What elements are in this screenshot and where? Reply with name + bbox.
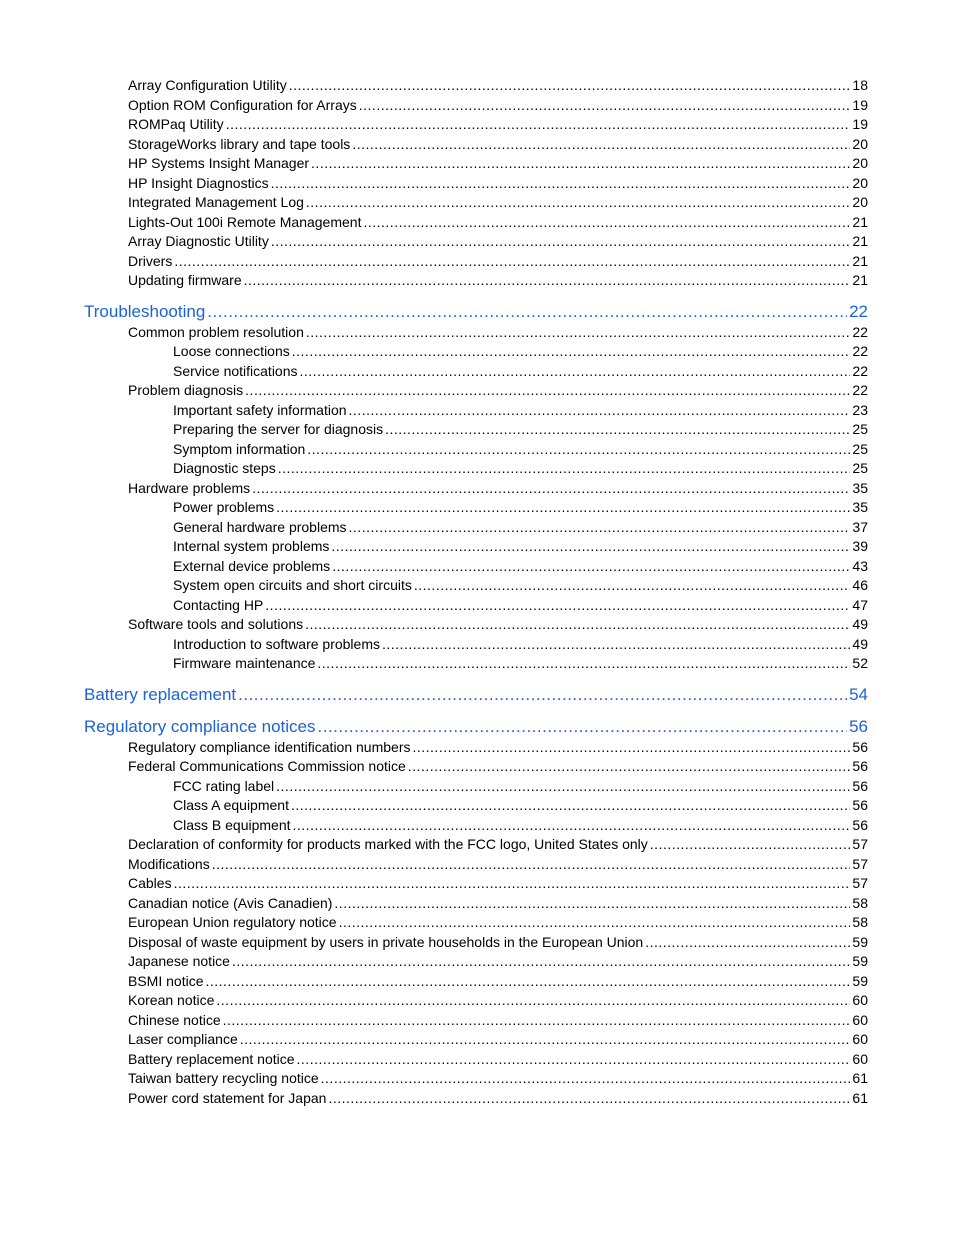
toc-entry-link[interactable]: [173, 362, 868, 380]
toc-page-number: 23: [852, 401, 868, 418]
toc-entry-link[interactable]: [128, 323, 868, 341]
toc-entry-title: Contacting HP: [173, 596, 264, 613]
dot-leader: [293, 816, 851, 834]
toc-entry-link[interactable]: [128, 757, 868, 775]
dot-leader: [205, 972, 850, 990]
toc-entry-title: Hardware problems: [128, 479, 251, 496]
dot-leader: [278, 459, 851, 477]
toc-entry-link[interactable]: [128, 913, 868, 931]
toc-entry-title: Array Configuration Utility: [128, 77, 287, 93]
dot-leader: [207, 301, 847, 323]
toc-entry-link[interactable]: [128, 835, 868, 853]
dot-leader: [300, 362, 851, 380]
toc-page-number: 18: [852, 77, 868, 93]
dot-leader: [318, 716, 848, 738]
toc-entry-title: Option ROM Configuration for Arrays: [128, 96, 357, 113]
toc-page-number: 56: [852, 738, 868, 755]
toc-entry-link[interactable]: [173, 654, 868, 672]
toc-entry-title: Korean notice: [128, 992, 215, 1008]
toc-page-number: 22: [849, 301, 868, 321]
toc-page-number: 57: [852, 875, 868, 891]
toc-entry-link[interactable]: [128, 174, 868, 192]
toc-page-number: 49: [852, 616, 868, 632]
toc-entry-title: Disposal of waste equipment by users in private households in the European Union: [128, 933, 644, 950]
toc-page-number: 58: [852, 914, 868, 930]
toc-entry-title: Symptom information: [173, 440, 306, 457]
dot-leader: [307, 440, 850, 458]
toc-entry-title: European Union regulatory notice: [128, 914, 337, 930]
toc-entry-link[interactable]: [128, 894, 868, 912]
dot-leader: [276, 777, 850, 795]
toc-entry-link[interactable]: [128, 855, 868, 873]
toc-entry-link[interactable]: [128, 115, 868, 133]
toc-entry-title: Common problem resolution: [128, 323, 304, 340]
toc-entry-link[interactable]: [128, 738, 868, 756]
toc-page-number: 49: [852, 635, 868, 652]
toc-entry-link[interactable]: [173, 518, 868, 536]
dot-leader: [414, 576, 851, 594]
toc-entry-title: Diagnostic steps: [173, 460, 276, 476]
dot-leader: [349, 518, 851, 536]
toc-entry-title: StorageWorks library and tape tools: [128, 135, 351, 152]
toc-entry-link[interactable]: [128, 1089, 868, 1107]
toc-page-number: 60: [852, 1011, 868, 1028]
toc-entry-link[interactable]: [128, 213, 868, 231]
toc-entry-title: Modifications: [128, 855, 210, 872]
toc-page-number: 20: [852, 135, 868, 152]
dot-leader: [297, 1050, 851, 1068]
toc-entry-link[interactable]: [128, 154, 868, 172]
toc-page-number: 35: [852, 479, 868, 496]
toc-entry-title: Battery replacement notice: [128, 1050, 295, 1067]
toc-page-number: 43: [852, 557, 868, 574]
dot-leader: [240, 1030, 851, 1048]
dot-leader: [265, 596, 850, 614]
toc-entry-link[interactable]: [128, 1030, 868, 1048]
toc-entry-link[interactable]: [173, 796, 868, 814]
toc-page-number: 56: [852, 758, 868, 774]
toc-entry-link[interactable]: [128, 135, 868, 153]
toc-entry-link[interactable]: [128, 271, 868, 289]
toc-entry-title: Battery replacement: [84, 684, 237, 704]
dot-leader: [271, 174, 851, 192]
dot-leader: [321, 1069, 851, 1087]
toc-entry-link[interactable]: [128, 952, 868, 970]
toc-entry-title: External device problems: [173, 557, 331, 574]
dot-leader: [412, 738, 850, 756]
dot-leader: [331, 537, 850, 555]
toc-page-number: 22: [852, 323, 868, 340]
toc-page-number: 60: [852, 992, 868, 1008]
dot-leader: [245, 381, 850, 399]
toc-page-number: 21: [852, 233, 868, 249]
toc-entry-title: ROMPaq Utility: [128, 116, 224, 132]
toc-entry-title: Chinese notice: [128, 1011, 221, 1028]
toc-entry-link[interactable]: [128, 252, 868, 270]
toc-page-number: 57: [852, 836, 868, 852]
toc-page-number: 22: [852, 362, 868, 379]
toc-entry-title: Cables: [128, 875, 172, 891]
toc-entry-title: Loose connections: [173, 343, 290, 359]
toc-entry-title: Software tools and solutions: [128, 616, 304, 632]
toc-page-number: 59: [852, 953, 868, 969]
toc-entry-link[interactable]: [173, 537, 868, 555]
toc-page-number: 61: [852, 1089, 868, 1106]
toc-entry-title: Introduction to software problems: [173, 635, 380, 652]
toc-entry-title: Firmware maintenance: [173, 655, 316, 671]
toc-entry-link[interactable]: [173, 401, 868, 419]
toc-entry-link[interactable]: [173, 420, 868, 438]
toc-page-number: 21: [852, 272, 868, 288]
dot-leader: [238, 684, 847, 706]
dot-leader: [385, 420, 850, 438]
dot-leader: [311, 154, 850, 172]
toc-page-number: 35: [852, 499, 868, 515]
dot-leader: [306, 323, 851, 341]
toc-page-number: 22: [852, 382, 868, 398]
toc-entry-link[interactable]: [173, 498, 868, 516]
toc-section-link[interactable]: [84, 716, 868, 738]
toc-entry-title: Class B equipment: [173, 816, 291, 833]
toc-entry-link[interactable]: [128, 193, 868, 211]
toc-entry-title: Important safety information: [173, 401, 347, 418]
toc-page-number: 25: [852, 460, 868, 476]
toc-entry-title: Canadian notice (Avis Canadien): [128, 894, 333, 911]
dot-leader: [382, 635, 850, 653]
toc-entry-title: Federal Communications Commission notice: [128, 758, 406, 774]
dot-leader: [334, 894, 850, 912]
toc-page-number: 61: [852, 1070, 868, 1086]
dot-leader: [226, 115, 851, 133]
dot-leader: [232, 952, 850, 970]
dot-leader: [317, 654, 850, 672]
toc-entry-title: Power problems: [173, 499, 275, 515]
toc-entry-title: BSMI notice: [128, 972, 204, 989]
toc-entry-link[interactable]: [128, 874, 868, 892]
toc-entry-title: Taiwan battery recycling notice: [128, 1070, 319, 1086]
toc-page-number: 60: [852, 1031, 868, 1047]
toc-page-number: 25: [852, 440, 868, 457]
toc-page-number: 19: [852, 116, 868, 132]
dot-leader: [212, 855, 851, 873]
toc-entry-link[interactable]: [128, 76, 868, 94]
dot-leader: [291, 796, 850, 814]
toc-entry-title: Array Diagnostic Utility: [128, 233, 269, 249]
dot-leader: [289, 76, 851, 94]
toc-page-number: 54: [849, 684, 868, 704]
toc-entry-title: Service notifications: [173, 362, 298, 379]
dot-leader: [252, 479, 850, 497]
toc-entry-link[interactable]: [128, 991, 868, 1009]
toc-entry-link[interactable]: [128, 933, 868, 951]
toc-entry-title: Problem diagnosis: [128, 382, 244, 398]
toc-entry-title: Laser compliance: [128, 1031, 238, 1047]
toc-entry-link[interactable]: [128, 381, 868, 399]
toc-entry-link[interactable]: [128, 972, 868, 990]
toc-page-number: 19: [852, 96, 868, 113]
toc-page-number: 59: [852, 972, 868, 989]
toc-page-number: 46: [852, 577, 868, 593]
toc-entry-link[interactable]: [128, 479, 868, 497]
toc-entry-link[interactable]: [128, 1011, 868, 1029]
toc-entry-link[interactable]: [173, 459, 868, 477]
dot-leader: [650, 835, 851, 853]
toc-entry-title: Declaration of conformity for products marked with the FCC logo, United States only: [128, 836, 648, 852]
dot-leader: [408, 757, 851, 775]
toc-entry-link[interactable]: [173, 342, 868, 360]
toc-entry-link[interactable]: [128, 1050, 868, 1068]
dot-leader: [306, 193, 851, 211]
toc-page-number: 59: [852, 933, 868, 950]
dot-leader: [328, 1089, 850, 1107]
dot-leader: [305, 615, 850, 633]
dot-leader: [349, 401, 851, 419]
dot-leader: [223, 1011, 851, 1029]
dot-leader: [271, 232, 851, 250]
toc-entry-link[interactable]: [173, 440, 868, 458]
toc-entry-title: HP Insight Diagnostics: [128, 174, 269, 191]
dot-leader: [244, 271, 851, 289]
toc-entry-title: General hardware problems: [173, 518, 347, 535]
toc-entry-link[interactable]: [173, 557, 868, 575]
toc-page-number: 56: [849, 716, 868, 736]
toc-page-number: 20: [852, 194, 868, 210]
dot-leader: [332, 557, 850, 575]
toc-entry-link[interactable]: [128, 1069, 868, 1087]
dot-leader: [216, 991, 850, 1009]
toc-page-number: 22: [852, 343, 868, 359]
toc-entry-link[interactable]: [128, 615, 868, 633]
toc-page-number: 47: [852, 596, 868, 613]
toc-page-number: 56: [852, 797, 868, 813]
dot-leader: [174, 874, 851, 892]
toc-entry-link[interactable]: [173, 777, 868, 795]
toc-entry-link[interactable]: [128, 232, 868, 250]
toc-entry-link[interactable]: [128, 96, 868, 114]
toc-page-number: 57: [852, 855, 868, 872]
toc-section-link[interactable]: [84, 684, 868, 706]
toc-page-number: 25: [852, 421, 868, 437]
toc-entry-title: HP Systems Insight Manager: [128, 155, 310, 171]
dot-leader: [359, 96, 851, 114]
toc-entry-title: System open circuits and short circuits: [173, 577, 412, 593]
toc-entry-title: Integrated Management Log: [128, 194, 304, 210]
toc-entry-title: Japanese notice: [128, 953, 230, 969]
toc-page-number: 56: [852, 777, 868, 794]
toc-entry-title: Regulatory compliance notices: [84, 716, 316, 736]
toc-page-number: 60: [852, 1050, 868, 1067]
toc-entry-title: FCC rating label: [173, 777, 275, 794]
toc-entry-title: Troubleshooting: [84, 301, 206, 321]
toc-page-number: 21: [852, 252, 868, 269]
toc-entry-link[interactable]: [173, 576, 868, 594]
dot-leader: [363, 213, 850, 231]
toc-entry-title: Preparing the server for diagnosis: [173, 421, 384, 437]
dot-leader: [292, 342, 851, 360]
toc-page-number: 56: [852, 816, 868, 833]
toc-entry-link[interactable]: [173, 596, 868, 614]
toc-entry-title: Updating firmware: [128, 272, 242, 288]
toc-page-number: 52: [852, 655, 868, 671]
toc-entry-title: Class A equipment: [173, 797, 289, 813]
toc-page-number: 58: [852, 894, 868, 911]
dot-leader: [276, 498, 850, 516]
toc-entry-title: Power cord statement for Japan: [128, 1089, 327, 1106]
toc-page-number: 21: [852, 213, 868, 230]
toc-entry-link[interactable]: [173, 635, 868, 653]
toc-page-number: 37: [852, 518, 868, 535]
toc-section-link[interactable]: [84, 301, 868, 323]
toc-page-number: 20: [852, 174, 868, 191]
toc-entry-title: Drivers: [128, 252, 173, 269]
toc-page-number: 39: [852, 538, 868, 554]
dot-leader: [174, 252, 850, 270]
toc-entry-title: Lights-Out 100i Remote Management: [128, 213, 362, 230]
toc-entry-link[interactable]: [173, 816, 868, 834]
dot-leader: [645, 933, 850, 951]
dot-leader: [339, 913, 851, 931]
toc-entry-title: Regulatory compliance identification numbers: [128, 738, 411, 755]
toc-entry-title: Internal system problems: [173, 538, 330, 554]
dot-leader: [352, 135, 850, 153]
toc-page-number: 20: [852, 155, 868, 171]
